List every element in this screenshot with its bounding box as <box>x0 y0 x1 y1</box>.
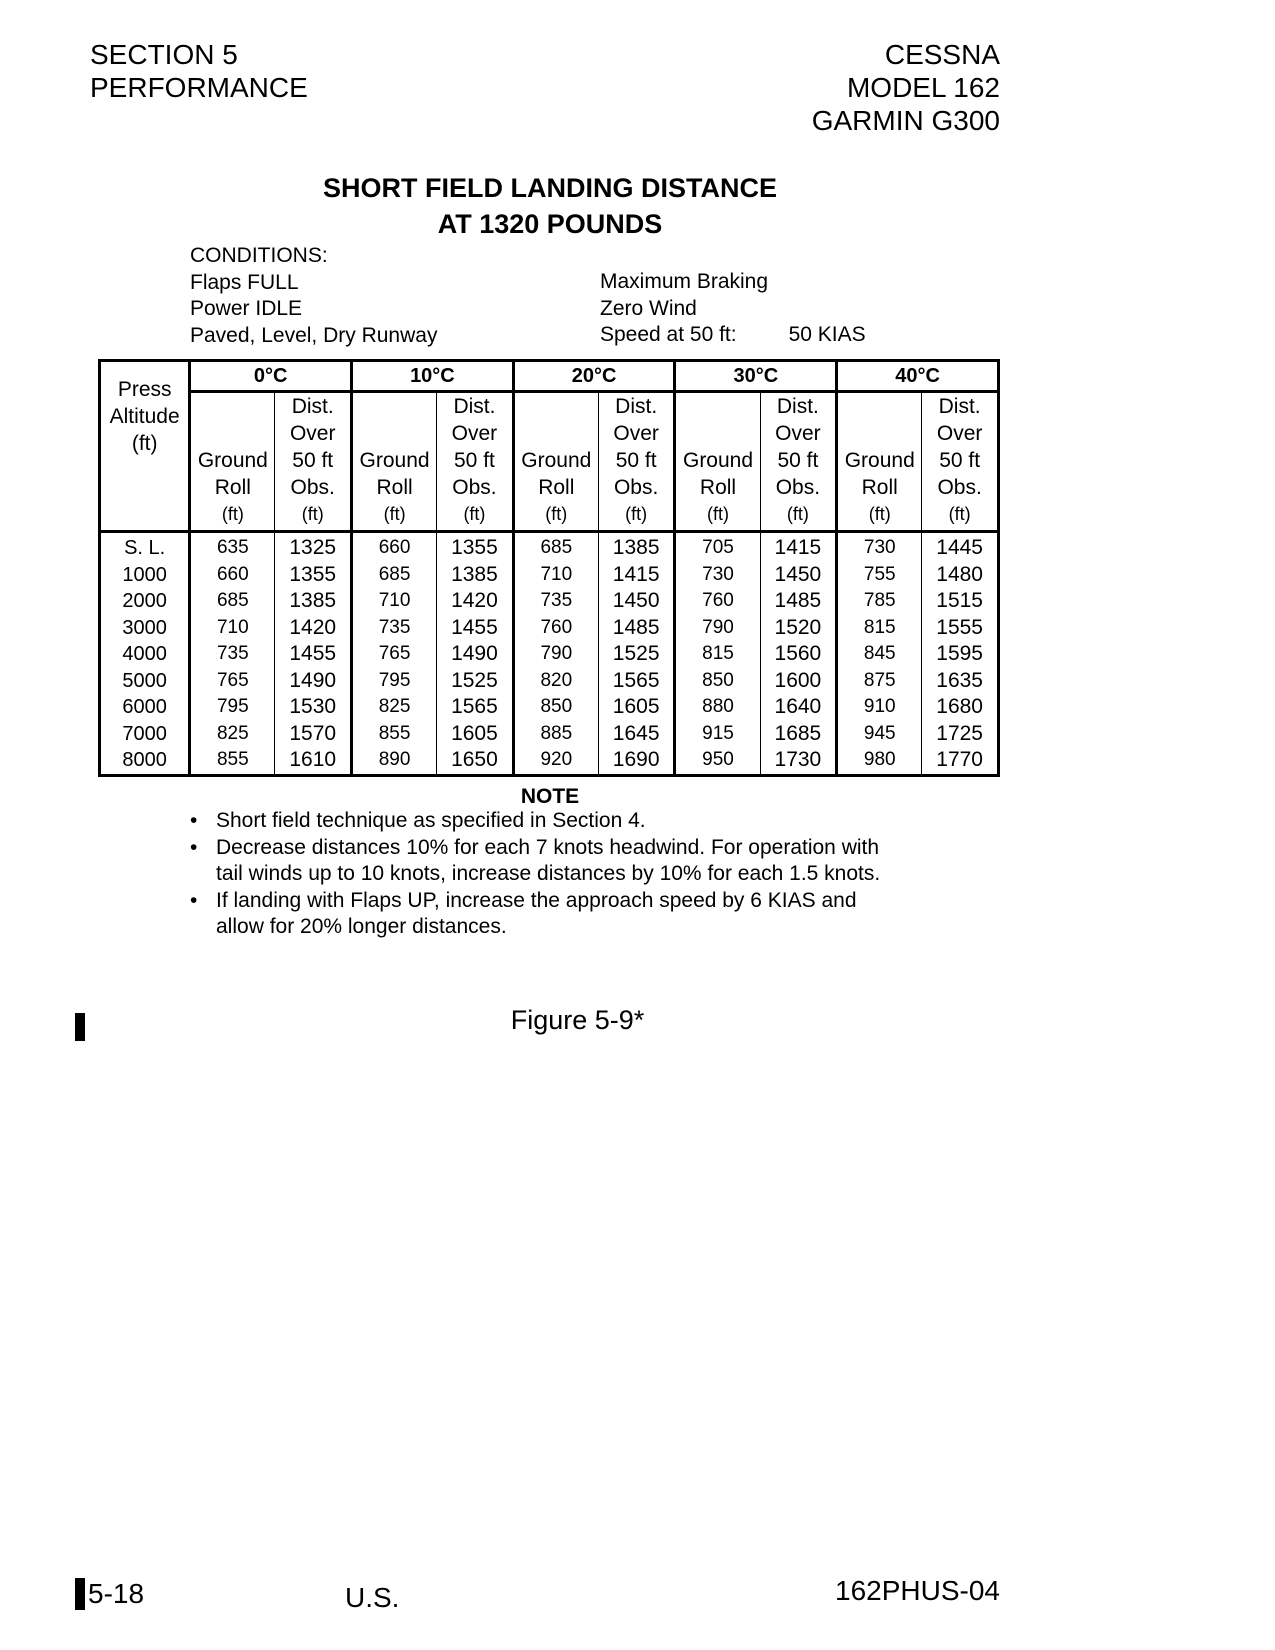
obstacle-header-line: Over <box>775 422 821 445</box>
altitude-cell: 6000 <box>100 694 190 721</box>
page-number: 5-18 <box>88 1578 145 1609</box>
obstacle-distance-cell: 1455 <box>437 615 514 642</box>
figure-label: Figure 5-9* <box>510 1005 645 1035</box>
obstacle-distance-header <box>922 392 999 532</box>
obstacle-distance-cell: 1450 <box>760 562 837 589</box>
obstacle-distance-cell: 1595 <box>922 641 999 668</box>
obstacle-distance-cell: 1415 <box>760 532 837 562</box>
obstacle-distance-cell: 1650 <box>437 747 514 775</box>
obstacle-distance-cell: 1770 <box>922 747 999 775</box>
obstacle-distance-cell: 1635 <box>922 668 999 695</box>
note-text: Decrease distances 10% for each 7 knots headwind. For operation with tail winds up to 10 knots, increase distances by 10% for each 1.5 knots. <box>216 835 881 885</box>
ground-roll-cell: 735 <box>190 641 275 668</box>
ground-roll-cell: 980 <box>837 747 922 775</box>
obstacle-distance-cell: 1645 <box>598 721 675 748</box>
obstacle-header-line: (ft) <box>786 504 809 524</box>
ground-roll-header-line: (ft) <box>707 504 730 524</box>
condition-wind: Zero Wind <box>600 296 697 320</box>
ground-roll-cell: 815 <box>675 641 760 668</box>
ground-roll-header-line: Roll <box>699 476 737 499</box>
ground-roll-header-line: Ground <box>682 449 754 472</box>
altitude-cell: 4000 <box>100 641 190 668</box>
altitude-header-line: Altitude <box>109 405 180 428</box>
conditions-left <box>190 243 437 349</box>
ground-roll-cell: 820 <box>513 668 598 695</box>
header-left <box>90 38 308 104</box>
ground-roll-cell: 710 <box>513 562 598 589</box>
ground-roll-cell: 790 <box>675 615 760 642</box>
avionics: GARMIN G300 <box>811 105 1000 136</box>
obstacle-header-line: 50 ft <box>292 449 334 472</box>
page-title <box>0 170 1100 242</box>
obstacle-distance-cell: 1415 <box>598 562 675 589</box>
obstacle-distance-cell: 1520 <box>760 615 837 642</box>
obstacle-distance-cell: 1560 <box>760 641 837 668</box>
ground-roll-header <box>352 392 437 532</box>
obstacle-distance-cell: 1455 <box>275 641 352 668</box>
table-row <box>100 721 999 748</box>
obstacle-distance-cell: 1530 <box>275 694 352 721</box>
ground-roll-header <box>513 392 598 532</box>
obstacle-distance-cell: 1525 <box>598 641 675 668</box>
ground-roll-cell: 760 <box>513 615 598 642</box>
obstacle-header-line: Over <box>613 422 659 445</box>
ground-roll-header-line: (ft) <box>221 504 244 524</box>
table-row <box>100 615 999 642</box>
ground-roll-cell: 815 <box>837 615 922 642</box>
ground-roll-cell: 710 <box>190 615 275 642</box>
note-text: Short field technique as specified in Section 4. <box>216 809 646 832</box>
ground-roll-header-line: Roll <box>861 476 898 499</box>
obstacle-distance-cell: 1450 <box>598 588 675 615</box>
conditions-right <box>600 269 866 349</box>
ground-roll-cell: 685 <box>513 532 598 562</box>
ground-roll-cell: 945 <box>837 721 922 748</box>
note-item <box>190 888 910 941</box>
note-item <box>190 835 910 888</box>
landing-distance-table <box>98 359 1000 777</box>
ground-roll-cell: 685 <box>352 562 437 589</box>
obstacle-distance-cell: 1385 <box>275 588 352 615</box>
table-row <box>100 562 999 589</box>
ground-roll-cell: 825 <box>352 694 437 721</box>
ground-roll-cell: 660 <box>190 562 275 589</box>
obstacle-distance-cell: 1640 <box>760 694 837 721</box>
altitude-cell: 5000 <box>100 668 190 695</box>
obstacle-distance-cell: 1610 <box>275 747 352 775</box>
ground-roll-header-line: Ground <box>197 449 268 472</box>
note-text: If landing with Flaps UP, increase the approach speed by 6 KIAS and allow for 20% longer distances. <box>216 888 857 938</box>
ground-roll-cell: 880 <box>675 694 760 721</box>
temperature-header: 20°C <box>513 361 675 392</box>
obstacle-distance-cell: 1570 <box>275 721 352 748</box>
ground-roll-cell: 660 <box>352 532 437 562</box>
ground-roll-cell: 850 <box>513 694 598 721</box>
ground-roll-cell: 950 <box>675 747 760 775</box>
temperature-header-row <box>100 361 999 392</box>
temperature-header: 30°C <box>675 361 837 392</box>
bullet-dot-icon: • <box>190 809 198 832</box>
obstacle-distance-cell: 1485 <box>760 588 837 615</box>
obstacle-distance-cell: 1525 <box>437 668 514 695</box>
ground-roll-header-line: (ft) <box>545 504 568 524</box>
ground-roll-cell: 760 <box>675 588 760 615</box>
ground-roll-cell: 855 <box>352 721 437 748</box>
bullet-dot-icon: • <box>190 835 198 859</box>
obstacle-distance-cell: 1605 <box>598 694 675 721</box>
obstacle-header-line: (ft) <box>625 504 648 524</box>
ground-roll-cell: 755 <box>837 562 922 589</box>
obstacle-distance-cell: 1385 <box>437 562 514 589</box>
altitude-header-line: Press <box>117 378 172 401</box>
ground-roll-cell: 920 <box>513 747 598 775</box>
condition-braking: Maximum Braking <box>600 270 769 293</box>
ground-roll-cell: 790 <box>513 641 598 668</box>
condition-speed <box>600 322 866 349</box>
altitude-cell: 7000 <box>100 721 190 748</box>
obstacle-header-line: Obs. <box>937 476 982 499</box>
ground-roll-cell: 735 <box>352 615 437 642</box>
conditions-label: CONDITIONS: <box>190 244 328 267</box>
table-row <box>100 588 999 615</box>
obstacle-distance-cell: 1565 <box>437 694 514 721</box>
ground-roll-header-line: (ft) <box>383 504 406 524</box>
table-row <box>100 641 999 668</box>
column-header-row <box>100 392 999 532</box>
ground-roll-cell: 875 <box>837 668 922 695</box>
condition-flaps: Flaps FULL <box>190 270 299 294</box>
section-label: SECTION 5 <box>90 39 238 70</box>
obstacle-header-line: Over <box>289 422 336 445</box>
note-item <box>190 808 910 835</box>
table-row <box>100 747 999 775</box>
obstacle-distance-cell: 1690 <box>598 747 675 775</box>
region-label: U.S. <box>345 1582 400 1613</box>
altitude-header <box>100 361 190 532</box>
obstacle-header-line: 50 ft <box>454 449 495 472</box>
altitude-cell: S. L. <box>100 532 190 562</box>
obstacle-distance-header <box>598 392 675 532</box>
obstacle-header-line: Dist. <box>291 395 334 418</box>
ground-roll-cell: 825 <box>190 721 275 748</box>
obstacle-header-line: Obs. <box>613 476 659 499</box>
ground-roll-cell: 855 <box>190 747 275 775</box>
obstacle-distance-cell: 1420 <box>275 615 352 642</box>
obstacle-header-line: Dist. <box>938 395 981 418</box>
obstacle-distance-cell: 1480 <box>922 562 999 589</box>
obstacle-header-line: Over <box>936 422 983 445</box>
obstacle-distance-cell: 1565 <box>598 668 675 695</box>
obstacle-distance-cell: 1485 <box>598 615 675 642</box>
ground-roll-cell: 795 <box>352 668 437 695</box>
obstacle-header-line: (ft) <box>301 504 324 524</box>
ground-roll-header-line: Roll <box>538 476 575 499</box>
obstacle-header-line: Obs. <box>290 476 335 499</box>
table-row <box>100 694 999 721</box>
obstacle-header-line: (ft) <box>463 504 486 524</box>
header-right <box>812 38 1000 137</box>
obstacle-distance-cell: 1730 <box>760 747 837 775</box>
table-body <box>100 532 999 776</box>
obstacle-distance-cell: 1420 <box>437 588 514 615</box>
table-row <box>100 668 999 695</box>
altitude-cell: 3000 <box>100 615 190 642</box>
obstacle-header-line: 50 ft <box>777 449 819 472</box>
obstacle-header-line: Dist. <box>776 395 819 418</box>
obstacle-header-line: Dist. <box>615 395 658 418</box>
ground-roll-cell: 705 <box>675 532 760 562</box>
obstacle-distance-cell: 1490 <box>437 641 514 668</box>
ground-roll-header-line: Ground <box>844 449 915 472</box>
note-title: NOTE <box>520 785 580 808</box>
speed-label: Speed at 50 ft: <box>600 323 737 346</box>
obstacle-distance-header <box>760 392 837 532</box>
obstacle-distance-cell: 1385 <box>598 532 675 562</box>
obstacle-distance-header <box>275 392 352 532</box>
ground-roll-cell: 730 <box>675 562 760 589</box>
ground-roll-cell: 885 <box>513 721 598 748</box>
ground-roll-header <box>675 392 760 532</box>
ground-roll-header-line: (ft) <box>868 504 891 524</box>
obstacle-header-line: Over <box>451 422 498 445</box>
ground-roll-cell: 845 <box>837 641 922 668</box>
ground-roll-cell: 635 <box>190 532 275 562</box>
obstacle-header-line: (ft) <box>948 504 971 524</box>
revision-bar <box>75 1578 85 1610</box>
condition-power: Power IDLE <box>190 297 303 320</box>
ground-roll-cell: 795 <box>190 694 275 721</box>
ground-roll-header-line: Roll <box>376 476 413 499</box>
obstacle-header-line: Dist. <box>453 395 496 418</box>
obstacle-distance-cell: 1725 <box>922 721 999 748</box>
ground-roll-header-line: Ground <box>359 449 430 472</box>
ground-roll-cell: 765 <box>352 641 437 668</box>
title-line-2: AT 1320 POUNDS <box>437 209 663 239</box>
obstacle-distance-header <box>437 392 514 532</box>
temperature-header: 0°C <box>190 361 352 392</box>
obstacle-distance-cell: 1680 <box>922 694 999 721</box>
altitude-header-line: (ft) <box>131 432 158 455</box>
speed-value: 50 KIAS <box>788 323 866 346</box>
obstacle-distance-cell: 1555 <box>922 615 999 642</box>
obstacle-distance-cell: 1605 <box>437 721 514 748</box>
ground-roll-cell: 710 <box>352 588 437 615</box>
obstacle-distance-cell: 1325 <box>275 532 352 562</box>
ground-roll-header-line: Roll <box>214 476 251 499</box>
title-line-1: SHORT FIELD LANDING DISTANCE <box>323 173 777 203</box>
ground-roll-cell: 915 <box>675 721 760 748</box>
ground-roll-cell: 785 <box>837 588 922 615</box>
obstacle-distance-cell: 1355 <box>275 562 352 589</box>
ground-roll-header <box>837 392 922 532</box>
obstacle-header-line: Obs. <box>775 476 821 499</box>
note-list <box>190 808 910 941</box>
temperature-header: 10°C <box>352 361 514 392</box>
altitude-cell: 1000 <box>100 562 190 589</box>
obstacle-header-line: Obs. <box>452 476 497 499</box>
document-id: 162PHUS-04 <box>835 1575 1000 1606</box>
obstacle-distance-cell: 1445 <box>922 532 999 562</box>
altitude-cell: 2000 <box>100 588 190 615</box>
ground-roll-cell: 685 <box>190 588 275 615</box>
ground-roll-cell: 730 <box>837 532 922 562</box>
altitude-cell: 8000 <box>100 747 190 775</box>
ground-roll-header <box>190 392 275 532</box>
ground-roll-header-line: Ground <box>521 449 592 472</box>
manufacturer: CESSNA <box>884 39 1000 70</box>
obstacle-distance-cell: 1355 <box>437 532 514 562</box>
obstacle-distance-cell: 1600 <box>760 668 837 695</box>
ground-roll-cell: 910 <box>837 694 922 721</box>
obstacle-header-line: 50 ft <box>615 449 657 472</box>
section-name: PERFORMANCE <box>90 72 308 103</box>
ground-roll-cell: 850 <box>675 668 760 695</box>
condition-runway: Paved, Level, Dry Runway <box>190 323 438 347</box>
obstacle-distance-cell: 1685 <box>760 721 837 748</box>
ground-roll-cell: 735 <box>513 588 598 615</box>
model: MODEL 162 <box>846 72 1000 103</box>
bullet-dot-icon: • <box>190 888 198 912</box>
table-row <box>100 532 999 562</box>
obstacle-distance-cell: 1515 <box>922 588 999 615</box>
ground-roll-cell: 890 <box>352 747 437 775</box>
ground-roll-cell: 765 <box>190 668 275 695</box>
obstacle-header-line: 50 ft <box>939 449 981 472</box>
temperature-header: 40°C <box>837 361 999 392</box>
obstacle-distance-cell: 1490 <box>275 668 352 695</box>
